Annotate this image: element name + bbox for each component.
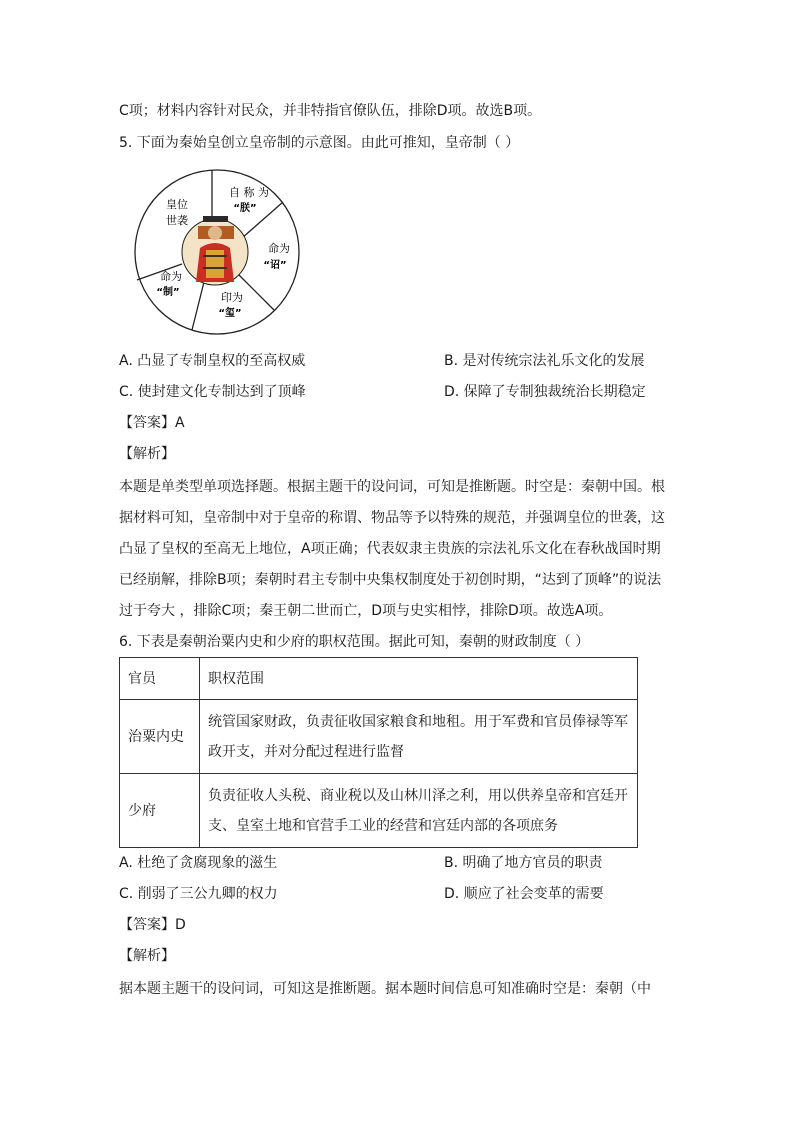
- table-cell-duties: [200, 774, 638, 848]
- q6-analysis-line: 据本题主题干的设问词，可知这是推断题。据本题时间信息可知准确时空是：秦朝（中: [119, 981, 651, 997]
- duties-table: [119, 657, 638, 848]
- emperor-system-diagram: [124, 168, 310, 336]
- q6-analysis-title: 【解析】: [119, 948, 175, 964]
- table-row: [120, 700, 638, 774]
- q5-option-a: A. 凸显了专制皇权的至高权威: [119, 353, 306, 369]
- table-cell-official: 治粟内史: [120, 700, 200, 774]
- q6-option-b: B. 明确了地方官员的职责: [444, 855, 603, 871]
- seg-bottom-line1: 印为: [221, 291, 243, 304]
- seg-left-line2: “制”: [156, 287, 180, 298]
- q5-analysis-line: 据材料可知，皇帝制中对于皇帝的称谓、物品等予以特殊的规范，并强调皇位的世袭，这: [119, 510, 665, 526]
- table-cell-duties: [200, 700, 638, 774]
- q5-analysis-line: 凸显了皇权的至高无上地位，A项正确；代表奴隶主贵族的宗法礼乐文化在春秋战国时期: [119, 541, 661, 557]
- q6-answer: 【答案】D: [119, 917, 186, 933]
- seg-bottom-line2: “玺”: [218, 308, 242, 319]
- top-line: C项；材料内容针对民众，并非特指官僚队伍，排除D项。故选B项。: [119, 103, 542, 119]
- q5-option-d: D. 保障了专制独裁统治长期稳定: [444, 384, 646, 400]
- table-cell-line: 统管国家财政，负责征收国家粮食和地租。用于军费和官员俸禄等军: [208, 713, 628, 730]
- table-cell-line: 支、皇室土地和官营手工业的经营和宫廷内部的各项庶务: [208, 817, 558, 834]
- table-header-official: 官员: [120, 658, 200, 700]
- q5-analysis-title: 【解析】: [119, 446, 175, 462]
- q6-option-c: C. 削弱了三公九卿的权力: [119, 886, 278, 902]
- q6-option-a: A. 杜绝了贪腐现象的滋生: [119, 855, 278, 871]
- table-row: [120, 774, 638, 848]
- seg-top-left-line2: 世袭: [166, 214, 188, 227]
- q5-analysis-line: 过于夸大 ，排除C项；秦王朝二世而亡，D项与史实相悖，排除D项。故选A项。: [119, 603, 613, 619]
- q5-analysis-line: 已经崩解，排除B项；秦朝时君主专制中央集权制度处于初创时期，“达到了顶峰”的说法: [119, 572, 662, 588]
- q5-option-c: C. 使封建文化专制达到了顶峰: [119, 384, 306, 400]
- table-cell-official: 少府: [120, 774, 200, 848]
- question-5-stem: 5. 下面为秦始皇创立皇帝制的示意图。由此可推知，皇帝制（ ）: [119, 135, 520, 151]
- seg-top-right-line2: “朕”: [233, 203, 257, 214]
- seg-right-line2: “诏”: [263, 260, 287, 271]
- table-header-row: [120, 658, 638, 700]
- table-cell-line: 负责征收人头税、商业税以及山林川泽之利，用以供养皇帝和宫廷开: [208, 787, 628, 804]
- q5-answer: 【答案】A: [119, 415, 185, 431]
- table-header-duties: 职权范围: [200, 658, 638, 700]
- seg-top-right-line1: 自 称 为: [229, 186, 269, 199]
- seg-left-line1: 命为: [160, 270, 182, 283]
- seg-right-line1: 命为: [268, 242, 290, 255]
- table-cell-line: 政开支，并对分配过程进行监督: [208, 743, 404, 760]
- question-6-stem: 6. 下表是秦朝治粟内史和少府的职权范围。据此可知，秦朝的财政制度（ ）: [119, 634, 590, 650]
- q5-analysis-line: 本题是单类型单项选择题。根据主题干的设问词，可知是推断题。时空是：秦朝中国。根: [119, 479, 665, 495]
- q5-option-b: B. 是对传统宗法礼乐文化的发展: [444, 353, 645, 369]
- seg-top-left-line1: 皇位: [166, 198, 188, 211]
- q6-option-d: D. 顺应了社会变革的需要: [444, 886, 604, 902]
